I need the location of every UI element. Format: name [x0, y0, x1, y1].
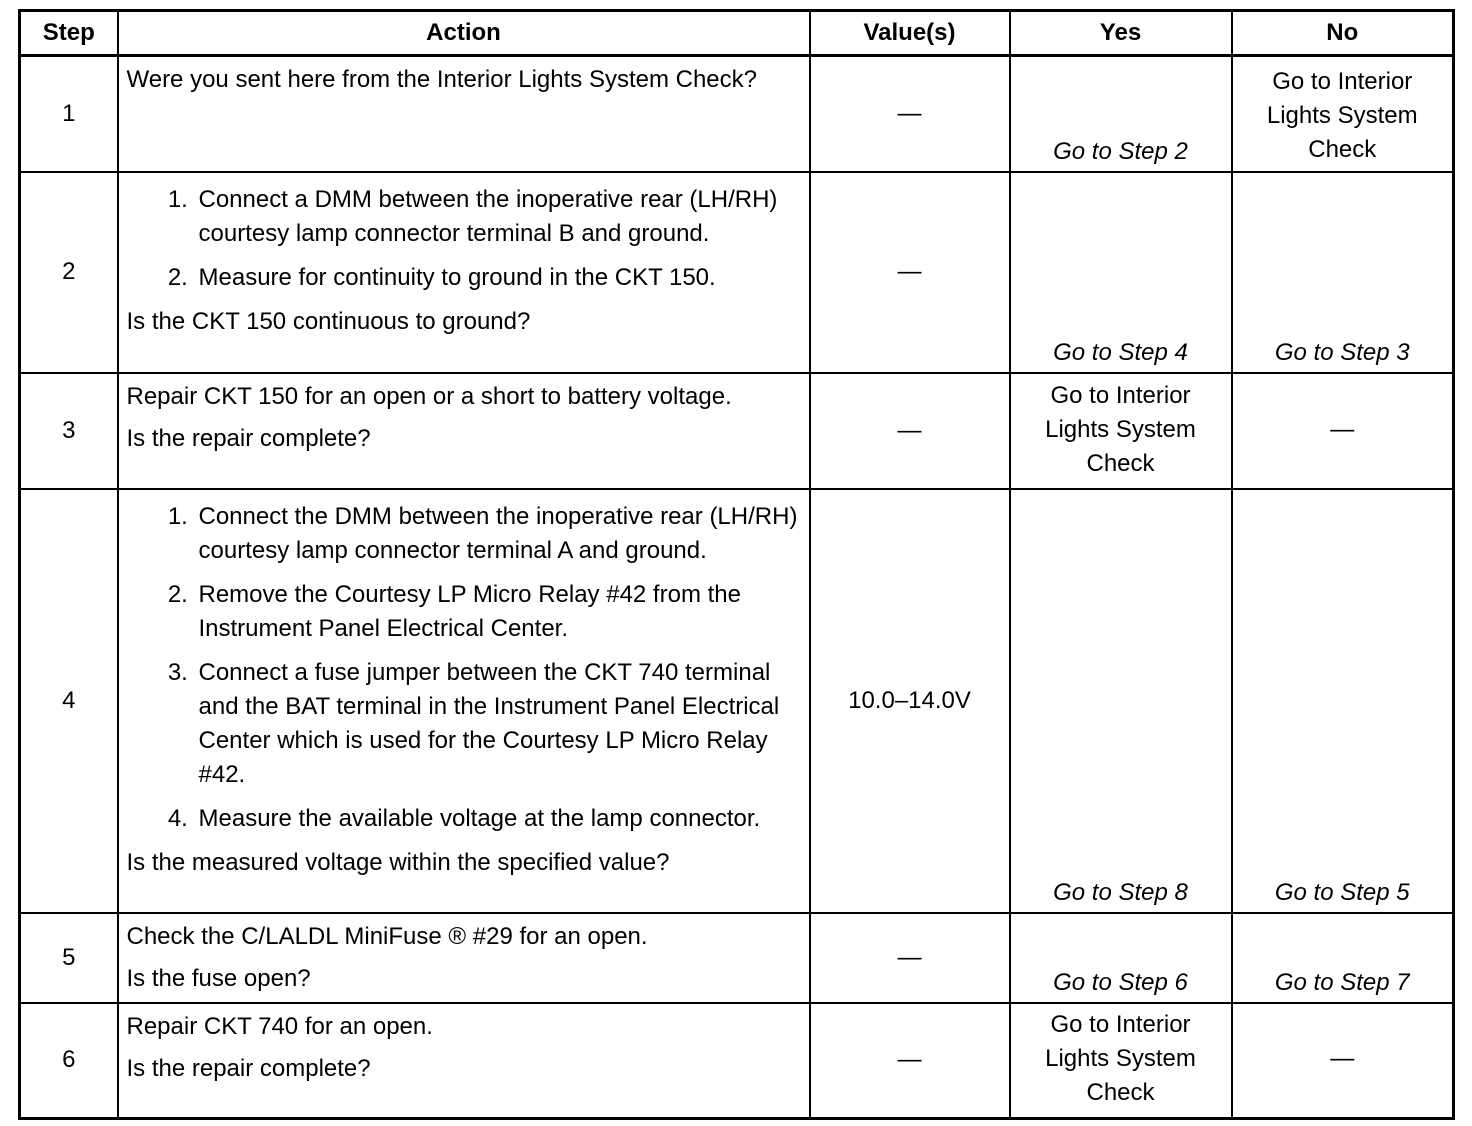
yes-cell[interactable]: Go to Step 2 [1010, 56, 1232, 172]
substep-item: 1. Connect the DMM between the inoperative rear (LH/RH) courtesy lamp connector terminal A and ground. [195, 500, 803, 568]
substep-item: 2. Remove the Courtesy LP Micro Relay #42 from the Instrument Panel Electrical Center. [195, 578, 803, 646]
substep-item: 4. Measure the available voltage at the lamp connector. [195, 802, 803, 836]
table-body [20, 56, 1454, 1119]
header-yes: Yes [1010, 11, 1232, 56]
diagnostic-table [18, 9, 1455, 1120]
value-cell: — [810, 172, 1010, 373]
no-cell[interactable]: Go to Step 3 [1232, 172, 1454, 373]
no-cell: — [1232, 1003, 1454, 1119]
substep-item: 2. Measure for continuity to ground in the CKT 150. [195, 261, 803, 295]
action-question: Is the repair complete? [126, 424, 371, 452]
header-values: Value(s) [810, 11, 1010, 56]
yes-cell[interactable]: Go to Step 4 [1010, 172, 1232, 373]
step-number: 1 [20, 56, 118, 172]
step-number: 2 [20, 172, 118, 373]
header-step: Step [20, 11, 118, 56]
yes-cell[interactable]: Go to Interior Lights System Check [1010, 373, 1232, 489]
yes-cell[interactable]: Go to Interior Lights System Check [1010, 1003, 1232, 1119]
action-cell [118, 1003, 810, 1119]
yes-cell[interactable]: Go to Step 6 [1010, 913, 1232, 1003]
action-cell [118, 489, 810, 913]
action-question: Is the fuse open? [126, 964, 311, 992]
action-cell [118, 56, 810, 172]
action-text: Repair CKT 150 for an open or a short to battery voltage. [126, 382, 732, 410]
no-cell[interactable]: Go to Interior Lights System Check [1232, 56, 1454, 172]
action-text: Were you sent here from the Interior Lights System Check? [126, 66, 758, 93]
header-no: No [1232, 11, 1454, 56]
table-row [20, 913, 1454, 1003]
table-row [20, 1003, 1454, 1119]
yes-cell[interactable]: Go to Step 8 [1010, 489, 1232, 913]
step-number: 6 [20, 1003, 118, 1119]
action-text: Check the C/LALDL MiniFuse ® #29 for an open. [126, 922, 648, 950]
action-question: Is the measured voltage within the specified value? [126, 848, 670, 876]
substep-list [127, 183, 803, 295]
action-cell [118, 913, 810, 1003]
action-question: Is the repair complete? [126, 1054, 371, 1082]
table-row [20, 172, 1454, 373]
step-number: 5 [20, 913, 118, 1003]
substep-item: 3. Connect a fuse jumper between the CKT 740 terminal and the BAT terminal in the Instrument Panel Electrical Center which is used for the Courtesy LP Micro Relay #42. [195, 656, 803, 792]
table-row [20, 373, 1454, 489]
no-cell[interactable]: Go to Step 5 [1232, 489, 1454, 913]
header-action: Action [118, 11, 810, 56]
value-cell: — [810, 373, 1010, 489]
action-cell [118, 373, 810, 489]
value-cell: — [810, 913, 1010, 1003]
value-cell: 10.0–14.0V [810, 489, 1010, 913]
value-cell: — [810, 1003, 1010, 1119]
action-text: Repair CKT 740 for an open. [126, 1012, 433, 1040]
substep-list [127, 500, 803, 836]
step-number: 3 [20, 373, 118, 489]
step-number: 4 [20, 489, 118, 913]
header-row [20, 11, 1454, 56]
action-cell [118, 172, 810, 373]
table-row [20, 56, 1454, 172]
substep-item: 1. Connect a DMM between the inoperative rear (LH/RH) courtesy lamp connector terminal B and ground. [195, 183, 803, 251]
no-cell[interactable]: Go to Step 7 [1232, 913, 1454, 1003]
table-row [20, 489, 1454, 913]
no-cell: — [1232, 373, 1454, 489]
value-cell: — [810, 56, 1010, 172]
action-question: Is the CKT 150 continuous to ground? [126, 307, 531, 335]
